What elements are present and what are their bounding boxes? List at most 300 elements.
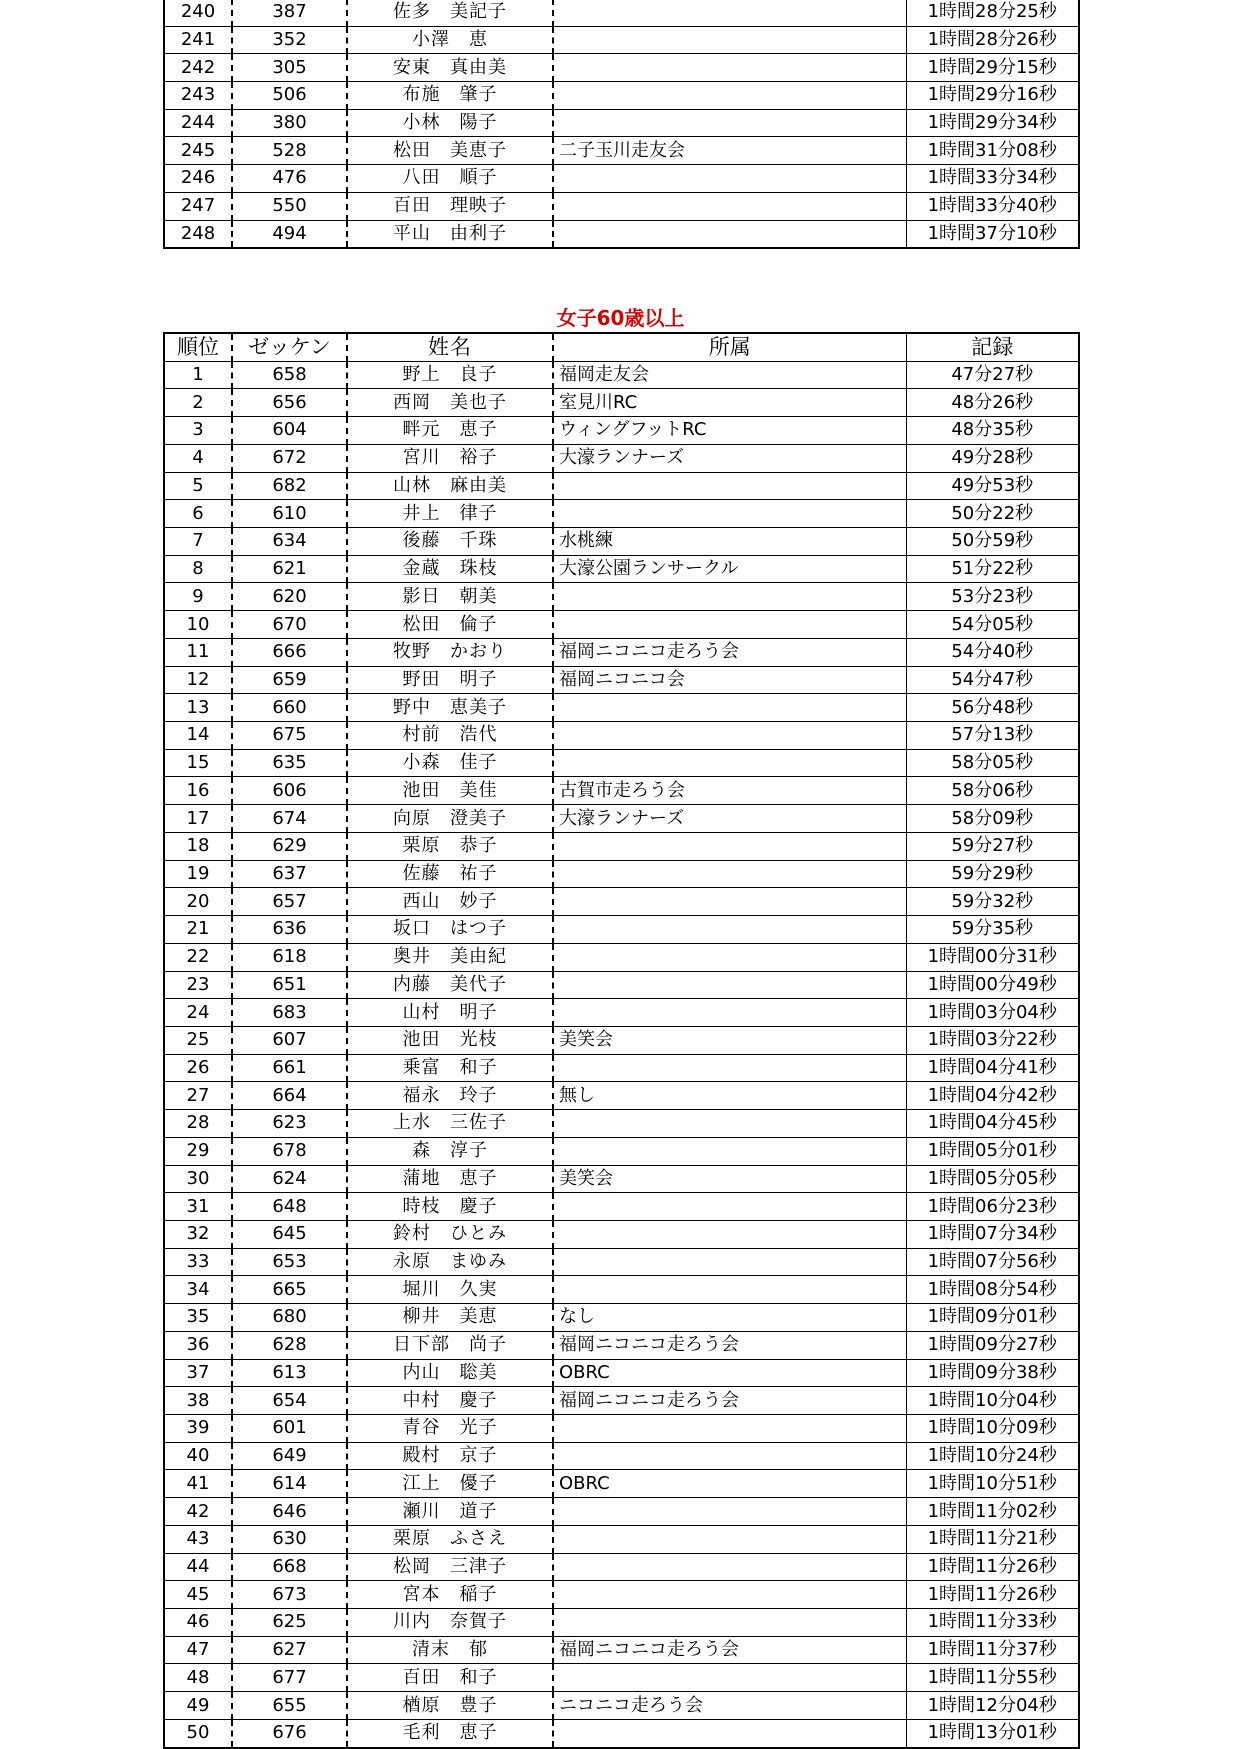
header-bib: ゼッケン	[232, 333, 347, 361]
cell-affiliation: 福岡ニコニコ会	[553, 666, 906, 694]
cell-bib: 678	[232, 1137, 347, 1165]
cell-rank: 2	[164, 389, 232, 417]
cell-affiliation	[553, 1110, 906, 1138]
cell-affiliation: 大濠ランナーズ	[553, 444, 906, 472]
cell-rank: 7	[164, 528, 232, 556]
cell-time: 58分05秒	[906, 749, 1079, 777]
cell-bib: 683	[232, 999, 347, 1027]
cell-bib: 604	[232, 417, 347, 445]
table-row	[164, 137, 1079, 165]
table-row	[164, 999, 1079, 1027]
table-row	[164, 888, 1079, 916]
cell-rank: 11	[164, 638, 232, 666]
cell-rank: 23	[164, 971, 232, 999]
cell-name: 松田 倫子	[347, 611, 553, 639]
cell-bib: 494	[232, 220, 347, 248]
cell-name: 川内 奈賀子	[347, 1609, 553, 1637]
table-row	[164, 26, 1079, 54]
cell-name: 後藤 千珠	[347, 528, 553, 556]
cell-bib: 627	[232, 1636, 347, 1664]
cell-rank: 242	[164, 54, 232, 82]
cell-time: 59分29秒	[906, 860, 1079, 888]
table-row	[164, 805, 1079, 833]
cell-bib: 550	[232, 192, 347, 220]
header-rank: 順位	[164, 333, 232, 361]
cell-time: 48分26秒	[906, 389, 1079, 417]
cell-rank: 43	[164, 1525, 232, 1553]
cell-name: 村前 浩代	[347, 722, 553, 750]
cell-bib: 665	[232, 1276, 347, 1304]
cell-bib: 670	[232, 611, 347, 639]
cell-affiliation: 古賀市走ろう会	[553, 777, 906, 805]
cell-bib: 673	[232, 1581, 347, 1609]
header-affiliation: 所属	[553, 333, 906, 361]
cell-name: 影日 朝美	[347, 583, 553, 611]
cell-rank: 45	[164, 1581, 232, 1609]
table-row	[164, 1415, 1079, 1443]
cell-bib: 646	[232, 1498, 347, 1526]
cell-rank: 39	[164, 1415, 232, 1443]
cell-time: 1時間33分40秒	[906, 192, 1079, 220]
cell-name: 蒲地 恵子	[347, 1165, 553, 1193]
cell-name: 時枝 慶子	[347, 1193, 553, 1221]
cell-rank: 3	[164, 417, 232, 445]
table-row	[164, 1609, 1079, 1637]
cell-name: 平山 由利子	[347, 220, 553, 248]
table-row	[164, 1470, 1079, 1498]
table-row	[164, 916, 1079, 944]
table-row	[164, 1220, 1079, 1248]
cell-rank: 32	[164, 1220, 232, 1248]
cell-name: 堀川 久実	[347, 1276, 553, 1304]
cell-name: 柳井 美恵	[347, 1304, 553, 1332]
cell-time: 1時間09分38秒	[906, 1359, 1079, 1387]
cell-name: 布施 肇子	[347, 82, 553, 110]
cell-rank: 28	[164, 1110, 232, 1138]
cell-time: 1時間00分31秒	[906, 943, 1079, 971]
cell-name: 百田 理映子	[347, 192, 553, 220]
cell-bib: 634	[232, 528, 347, 556]
cell-name: 森 淳子	[347, 1137, 553, 1165]
cell-rank: 244	[164, 109, 232, 137]
cell-name: 松岡 三津子	[347, 1553, 553, 1581]
cell-rank: 247	[164, 192, 232, 220]
cell-time: 59分35秒	[906, 916, 1079, 944]
cell-time: 1時間09分01秒	[906, 1304, 1079, 1332]
cell-time: 1時間33分34秒	[906, 165, 1079, 193]
cell-affiliation	[553, 583, 906, 611]
table-row	[164, 1581, 1079, 1609]
cell-bib: 623	[232, 1110, 347, 1138]
cell-bib: 630	[232, 1525, 347, 1553]
cell-time: 1時間04分41秒	[906, 1054, 1079, 1082]
cell-affiliation	[553, 82, 906, 110]
cell-bib: 620	[232, 583, 347, 611]
cell-affiliation	[553, 1054, 906, 1082]
cell-affiliation: ウィングフットRC	[553, 417, 906, 445]
cell-time: 1時間03分22秒	[906, 1026, 1079, 1054]
cell-bib: 625	[232, 1609, 347, 1637]
cell-affiliation: 水桃練	[553, 528, 906, 556]
cell-affiliation	[553, 1664, 906, 1692]
cell-name: 内藤 美代子	[347, 971, 553, 999]
cell-name: 楢原 豊子	[347, 1692, 553, 1720]
cell-name: 青谷 光子	[347, 1415, 553, 1443]
cell-time: 54分05秒	[906, 611, 1079, 639]
cell-rank: 26	[164, 1054, 232, 1082]
cell-time: 58分06秒	[906, 777, 1079, 805]
cell-name: 殿村 京子	[347, 1442, 553, 1470]
cell-time: 1時間10分04秒	[906, 1387, 1079, 1415]
table-row	[164, 192, 1079, 220]
cell-bib: 658	[232, 361, 347, 389]
cell-rank: 44	[164, 1553, 232, 1581]
cell-affiliation: 福岡走友会	[553, 361, 906, 389]
table-row	[164, 749, 1079, 777]
cell-bib: 621	[232, 555, 347, 583]
cell-time: 59分32秒	[906, 888, 1079, 916]
cell-rank: 16	[164, 777, 232, 805]
cell-rank: 21	[164, 916, 232, 944]
cell-bib: 610	[232, 500, 347, 528]
table-row	[164, 1110, 1079, 1138]
cell-affiliation	[553, 1553, 906, 1581]
cell-time: 58分09秒	[906, 805, 1079, 833]
cell-rank: 240	[164, 0, 232, 26]
results-table-women-60-plus	[163, 332, 1080, 1749]
cell-affiliation	[553, 1609, 906, 1637]
cell-rank: 37	[164, 1359, 232, 1387]
table-row	[164, 694, 1079, 722]
cell-name: 奥井 美由紀	[347, 943, 553, 971]
cell-time: 49分53秒	[906, 472, 1079, 500]
cell-affiliation	[553, 0, 906, 26]
cell-rank: 9	[164, 583, 232, 611]
table-row	[164, 472, 1079, 500]
table-row	[164, 1165, 1079, 1193]
table-row	[164, 361, 1079, 389]
cell-bib: 636	[232, 916, 347, 944]
table-row	[164, 528, 1079, 556]
cell-affiliation: 美笑会	[553, 1165, 906, 1193]
cell-time: 1時間10分51秒	[906, 1470, 1079, 1498]
cell-affiliation	[553, 888, 906, 916]
cell-rank: 18	[164, 832, 232, 860]
cell-time: 1時間04分42秒	[906, 1082, 1079, 1110]
cell-name: 山村 明子	[347, 999, 553, 1027]
cell-name: 野中 恵美子	[347, 694, 553, 722]
cell-bib: 352	[232, 26, 347, 54]
table-row	[164, 1498, 1079, 1526]
cell-rank: 24	[164, 999, 232, 1027]
header-name: 姓名	[347, 333, 553, 361]
cell-rank: 17	[164, 805, 232, 833]
cell-rank: 241	[164, 26, 232, 54]
cell-affiliation	[553, 694, 906, 722]
table-row	[164, 1193, 1079, 1221]
cell-time: 1時間04分45秒	[906, 1110, 1079, 1138]
cell-rank: 34	[164, 1276, 232, 1304]
cell-rank: 30	[164, 1165, 232, 1193]
cell-time: 1時間05分01秒	[906, 1137, 1079, 1165]
cell-time: 1時間08分54秒	[906, 1276, 1079, 1304]
cell-name: 乗富 和子	[347, 1054, 553, 1082]
cell-name: 金蔵 珠枝	[347, 555, 553, 583]
cell-time: 1時間12分04秒	[906, 1692, 1079, 1720]
cell-affiliation	[553, 749, 906, 777]
cell-affiliation: OBRC	[553, 1470, 906, 1498]
header-row	[164, 333, 1079, 361]
cell-affiliation	[553, 472, 906, 500]
cell-affiliation	[553, 1276, 906, 1304]
cell-bib: 628	[232, 1331, 347, 1359]
table-row	[164, 389, 1079, 417]
table-row	[164, 1553, 1079, 1581]
cell-rank: 243	[164, 82, 232, 110]
cell-time: 1時間31分08秒	[906, 137, 1079, 165]
cell-bib: 651	[232, 971, 347, 999]
cell-bib: 654	[232, 1387, 347, 1415]
table-row	[164, 1026, 1079, 1054]
cell-bib: 635	[232, 749, 347, 777]
cell-name: 牧野 かおり	[347, 638, 553, 666]
cell-time: 1時間00分49秒	[906, 971, 1079, 999]
table-row	[164, 611, 1079, 639]
table-row	[164, 220, 1079, 248]
cell-bib: 645	[232, 1220, 347, 1248]
table-row	[164, 638, 1079, 666]
cell-time: 1時間11分02秒	[906, 1498, 1079, 1526]
cell-affiliation: 福岡ニコニコ走ろう会	[553, 1636, 906, 1664]
cell-name: 野上 良子	[347, 361, 553, 389]
table-row	[164, 832, 1079, 860]
cell-bib: 674	[232, 805, 347, 833]
table-row	[164, 666, 1079, 694]
cell-rank: 246	[164, 165, 232, 193]
cell-rank: 50	[164, 1719, 232, 1747]
cell-rank: 5	[164, 472, 232, 500]
table-row	[164, 1304, 1079, 1332]
cell-bib: 601	[232, 1415, 347, 1443]
cell-time: 1時間29分15秒	[906, 54, 1079, 82]
cell-name: 向原 澄美子	[347, 805, 553, 833]
cell-bib: 637	[232, 860, 347, 888]
cell-rank: 245	[164, 137, 232, 165]
cell-time: 1時間11分55秒	[906, 1664, 1079, 1692]
cell-bib: 680	[232, 1304, 347, 1332]
cell-name: 西岡 美也子	[347, 389, 553, 417]
table-row	[164, 555, 1079, 583]
cell-affiliation	[553, 1137, 906, 1165]
cell-name: 小林 陽子	[347, 109, 553, 137]
cell-bib: 613	[232, 1359, 347, 1387]
table-row	[164, 417, 1079, 445]
cell-time: 49分28秒	[906, 444, 1079, 472]
cell-affiliation	[553, 1581, 906, 1609]
cell-affiliation: なし	[553, 1304, 906, 1332]
cell-rank: 4	[164, 444, 232, 472]
table-row	[164, 1692, 1079, 1720]
cell-affiliation	[553, 1525, 906, 1553]
cell-time: 1時間11分26秒	[906, 1553, 1079, 1581]
cell-affiliation	[553, 1248, 906, 1276]
table-row	[164, 1664, 1079, 1692]
cell-bib: 682	[232, 472, 347, 500]
cell-time: 47分27秒	[906, 361, 1079, 389]
cell-time: 1時間07分56秒	[906, 1248, 1079, 1276]
cell-affiliation	[553, 1719, 906, 1747]
table-row	[164, 1248, 1079, 1276]
cell-bib: 672	[232, 444, 347, 472]
cell-affiliation: 大濠ランナーズ	[553, 805, 906, 833]
cell-affiliation: 二子玉川走友会	[553, 137, 906, 165]
cell-name: 佐藤 祐子	[347, 860, 553, 888]
cell-name: 永原 まゆみ	[347, 1248, 553, 1276]
cell-time: 54分40秒	[906, 638, 1079, 666]
cell-time: 1時間11分26秒	[906, 1581, 1079, 1609]
cell-bib: 387	[232, 0, 347, 26]
cell-bib: 629	[232, 832, 347, 860]
cell-rank: 35	[164, 1304, 232, 1332]
cell-time: 1時間29分16秒	[906, 82, 1079, 110]
cell-name: 松田 美恵子	[347, 137, 553, 165]
cell-bib: 677	[232, 1664, 347, 1692]
table-row	[164, 943, 1079, 971]
cell-bib: 614	[232, 1470, 347, 1498]
table-row	[164, 583, 1079, 611]
cell-affiliation	[553, 971, 906, 999]
cell-affiliation	[553, 192, 906, 220]
table-row	[164, 1359, 1079, 1387]
table-row	[164, 0, 1079, 26]
cell-affiliation: ニコニコ走ろう会	[553, 1692, 906, 1720]
cell-time: 56分48秒	[906, 694, 1079, 722]
cell-affiliation: 大濠公園ランサークル	[553, 555, 906, 583]
cell-name: 井上 律子	[347, 500, 553, 528]
cell-bib: 476	[232, 165, 347, 193]
cell-affiliation	[553, 26, 906, 54]
cell-time: 1時間28分25秒	[906, 0, 1079, 26]
cell-time: 59分27秒	[906, 832, 1079, 860]
cell-bib: 380	[232, 109, 347, 137]
cell-affiliation	[553, 832, 906, 860]
cell-rank: 27	[164, 1082, 232, 1110]
cell-name: 福永 玲子	[347, 1082, 553, 1110]
cell-rank: 8	[164, 555, 232, 583]
table-row	[164, 165, 1079, 193]
cell-rank: 47	[164, 1636, 232, 1664]
table-row	[164, 500, 1079, 528]
table-row	[164, 1636, 1079, 1664]
cell-affiliation	[553, 916, 906, 944]
cell-affiliation	[553, 1415, 906, 1443]
cell-bib: 305	[232, 54, 347, 82]
cell-time: 57分13秒	[906, 722, 1079, 750]
table-row	[164, 54, 1079, 82]
table-row	[164, 1719, 1079, 1747]
cell-name: 安東 真由美	[347, 54, 553, 82]
cell-name: 栗原 恭子	[347, 832, 553, 860]
cell-rank: 12	[164, 666, 232, 694]
cell-time: 1時間10分09秒	[906, 1415, 1079, 1443]
cell-time: 1時間29分34秒	[906, 109, 1079, 137]
cell-affiliation: 室見川RC	[553, 389, 906, 417]
cell-name: 百田 和子	[347, 1664, 553, 1692]
cell-bib: 675	[232, 722, 347, 750]
cell-bib: 624	[232, 1165, 347, 1193]
cell-name: 野田 明子	[347, 666, 553, 694]
cell-affiliation	[553, 54, 906, 82]
cell-bib: 661	[232, 1054, 347, 1082]
cell-affiliation: OBRC	[553, 1359, 906, 1387]
cell-time: 1時間28分26秒	[906, 26, 1079, 54]
cell-bib: 506	[232, 82, 347, 110]
table-row	[164, 860, 1079, 888]
table-row	[164, 109, 1079, 137]
cell-name: 日下部 尚子	[347, 1331, 553, 1359]
cell-rank: 29	[164, 1137, 232, 1165]
cell-rank: 36	[164, 1331, 232, 1359]
cell-affiliation	[553, 220, 906, 248]
cell-affiliation	[553, 722, 906, 750]
cell-time: 1時間11分21秒	[906, 1525, 1079, 1553]
table-row	[164, 444, 1079, 472]
cell-bib: 659	[232, 666, 347, 694]
cell-time: 51分22秒	[906, 555, 1079, 583]
table-row	[164, 1525, 1079, 1553]
cell-rank: 19	[164, 860, 232, 888]
cell-affiliation	[553, 109, 906, 137]
cell-bib: 657	[232, 888, 347, 916]
cell-time: 1時間13分01秒	[906, 1719, 1079, 1747]
cell-affiliation	[553, 500, 906, 528]
cell-bib: 649	[232, 1442, 347, 1470]
cell-name: 小森 佳子	[347, 749, 553, 777]
cell-bib: 655	[232, 1692, 347, 1720]
results-table-body	[164, 361, 1079, 1747]
cell-rank: 6	[164, 500, 232, 528]
cell-rank: 40	[164, 1442, 232, 1470]
table-row	[164, 1331, 1079, 1359]
table-row	[164, 1276, 1079, 1304]
cell-time: 50分22秒	[906, 500, 1079, 528]
cell-name: 宮川 裕子	[347, 444, 553, 472]
cell-time: 1時間10分24秒	[906, 1442, 1079, 1470]
cell-time: 1時間03分04秒	[906, 999, 1079, 1027]
cell-time: 1時間07分34秒	[906, 1220, 1079, 1248]
cell-time: 1時間11分33秒	[906, 1609, 1079, 1637]
table-row	[164, 1082, 1079, 1110]
cell-name: 池田 美佳	[347, 777, 553, 805]
cell-rank: 46	[164, 1609, 232, 1637]
cell-bib: 660	[232, 694, 347, 722]
cell-bib: 668	[232, 1553, 347, 1581]
cell-affiliation	[553, 1220, 906, 1248]
cell-rank: 10	[164, 611, 232, 639]
cell-rank: 14	[164, 722, 232, 750]
cell-name: 毛利 恵子	[347, 1719, 553, 1747]
table-row	[164, 82, 1079, 110]
cell-bib: 648	[232, 1193, 347, 1221]
cell-rank: 48	[164, 1664, 232, 1692]
cell-name: 西山 妙子	[347, 888, 553, 916]
cell-time: 48分35秒	[906, 417, 1079, 445]
cell-name: 八田 順子	[347, 165, 553, 193]
cell-bib: 528	[232, 137, 347, 165]
cell-affiliation: 福岡ニコニコ走ろう会	[553, 1387, 906, 1415]
cell-name: 佐多 美記子	[347, 0, 553, 26]
cell-bib: 666	[232, 638, 347, 666]
